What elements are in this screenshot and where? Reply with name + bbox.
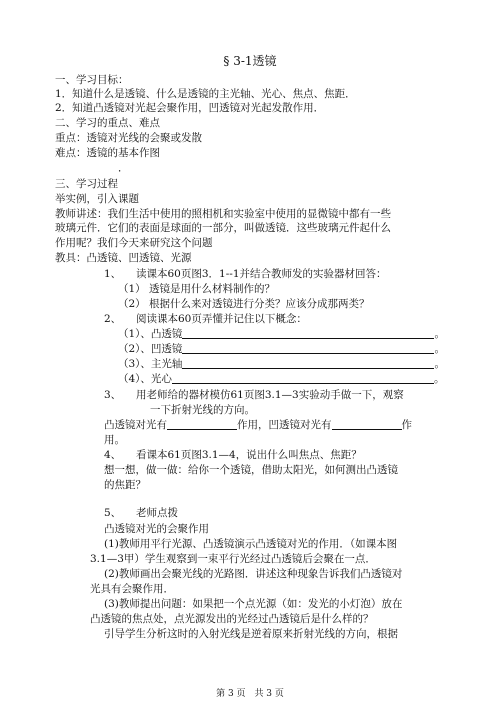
- intro-heading: 举实例，引入课题: [55, 193, 139, 205]
- concept-concave-lens: [118, 343, 445, 356]
- step-3-number: 3、: [104, 389, 122, 401]
- teaching-aids: 教具：凸透镜、凹透镜、光源: [55, 252, 192, 264]
- think-line-2: 的焦距？: [104, 479, 146, 491]
- step-1-text: 读课本60页图3．1--1并结合教师发的实验器材回答：: [136, 268, 387, 280]
- goal-1: 1．知道什么是透镜、什么是透镜的主光轴、光心、焦点、焦距．: [55, 88, 356, 100]
- convex-mid: 作用，凹透镜对光有: [237, 419, 332, 431]
- convex-suffix: 作: [401, 419, 412, 431]
- process-heading: 三、学习过程: [55, 178, 118, 190]
- period: 。: [434, 343, 445, 355]
- concept-label: （1）、凸透镜: [118, 328, 183, 340]
- goals-heading: 一、学习目标：: [55, 74, 129, 86]
- fill-blank[interactable]: [182, 343, 434, 354]
- convex-concave-fill: [104, 419, 412, 432]
- convex-prefix: 凸透镜对光有: [104, 419, 167, 431]
- stray-dot: ．: [118, 162, 129, 174]
- paragraph-1-line-1: (1)教师用平行光源、凸透镜演示凸透镜对光的作用．（如课本图: [104, 538, 398, 550]
- total-pages: 共 3 页: [254, 689, 284, 699]
- step-4-text: 看课本61页图3.1—4，说出什么叫焦点、焦距？: [136, 449, 362, 461]
- step-1-number: 1、: [104, 268, 122, 280]
- concept-convex-lens: [118, 328, 445, 341]
- convex-end: 用。: [104, 434, 125, 446]
- concept-label: （3）、主光轴: [118, 358, 183, 370]
- paragraph-2-line-2: 光具有会聚作用．: [90, 583, 174, 595]
- fill-blank[interactable]: [172, 373, 434, 384]
- paragraph-4-line-1: 引导学生分析这时的入射光线是逆着原来折射光线的方向，根据: [104, 628, 398, 640]
- keypoint: 重点：透镜对光线的会聚或发散: [55, 132, 202, 144]
- step-1-question-2: （2） 根据什么来对透镜进行分类？应该分成那两类？: [118, 298, 370, 310]
- keypoints-heading: 二、学习的重点、难点: [55, 117, 160, 129]
- step-3-text-1: 用老师给的器材模仿61页图3.1—3实验动手做一下，观察: [136, 389, 404, 401]
- step-5-number: 5、: [104, 507, 122, 519]
- paragraph-1-line-2: 3.1—3甲）学生观察到一束平行光经过凸透镜后会聚在一点．: [90, 553, 376, 565]
- fill-blank[interactable]: [332, 419, 402, 430]
- paragraph-2-line-1: (2)教师画出会聚光线的光路图．讲述这种现象告诉我们凸透镜对: [104, 568, 403, 580]
- concept-optical-center: [118, 373, 444, 386]
- period: 。: [434, 358, 445, 370]
- goal-2: 2．知道凸透镜对光起会聚作用，凹透镜对光起发散作用．: [55, 102, 325, 114]
- step-1-question-1: （1） 透镜是用什么材料制作的？: [118, 283, 276, 295]
- step-5-subheading: 凸透镜对光的会聚作用: [104, 523, 209, 535]
- paragraph-3-line-1: (3)教师提出问题：如果把一个点光源（如：发光的小灯泡）放在: [104, 598, 403, 610]
- fill-blank[interactable]: [167, 419, 237, 430]
- step-2-number: 2、: [104, 313, 122, 325]
- intro-line-1: 教师讲述：我们生活中使用的照相机和实验室中使用的显微镜中都有一些: [55, 208, 391, 220]
- concept-label: （4）、光心: [118, 373, 172, 385]
- period: 。: [434, 328, 445, 340]
- step-3-text-2: 一下折射光线的方向。: [150, 404, 255, 416]
- page-footer: [0, 686, 500, 699]
- concept-principal-axis: [118, 358, 445, 371]
- paragraph-3-line-2: 凸透镜的焦点处，点光源发出的光经过凸透镜后是什么样的？: [90, 613, 374, 625]
- intro-line-2: 玻璃元件．它们的表面是球面的一部分，叫做透镜．这些玻璃元件起什么: [55, 222, 391, 234]
- intro-line-3: 作用呢？我们今天来研究这个问题: [55, 237, 213, 249]
- fill-blank[interactable]: [182, 358, 434, 369]
- step-4-number: 4、: [104, 449, 122, 461]
- think-line-1: 想一想，做一做：给你一个透镜，借助太阳光，如何测出凸透镜: [104, 464, 398, 476]
- concept-label: （2）、凹透镜: [118, 343, 183, 355]
- page-number: 第 3 页: [216, 689, 246, 699]
- difficulty: 难点：透镜的基本作图: [55, 147, 160, 159]
- step-2-text: 阅读课本60页弄懂并记住以下概念：: [136, 313, 307, 325]
- period: 。: [433, 373, 445, 385]
- step-5-text: 老师点拨: [136, 507, 178, 519]
- fill-blank[interactable]: [182, 328, 434, 339]
- page-title: § 3-1透镜: [223, 54, 277, 68]
